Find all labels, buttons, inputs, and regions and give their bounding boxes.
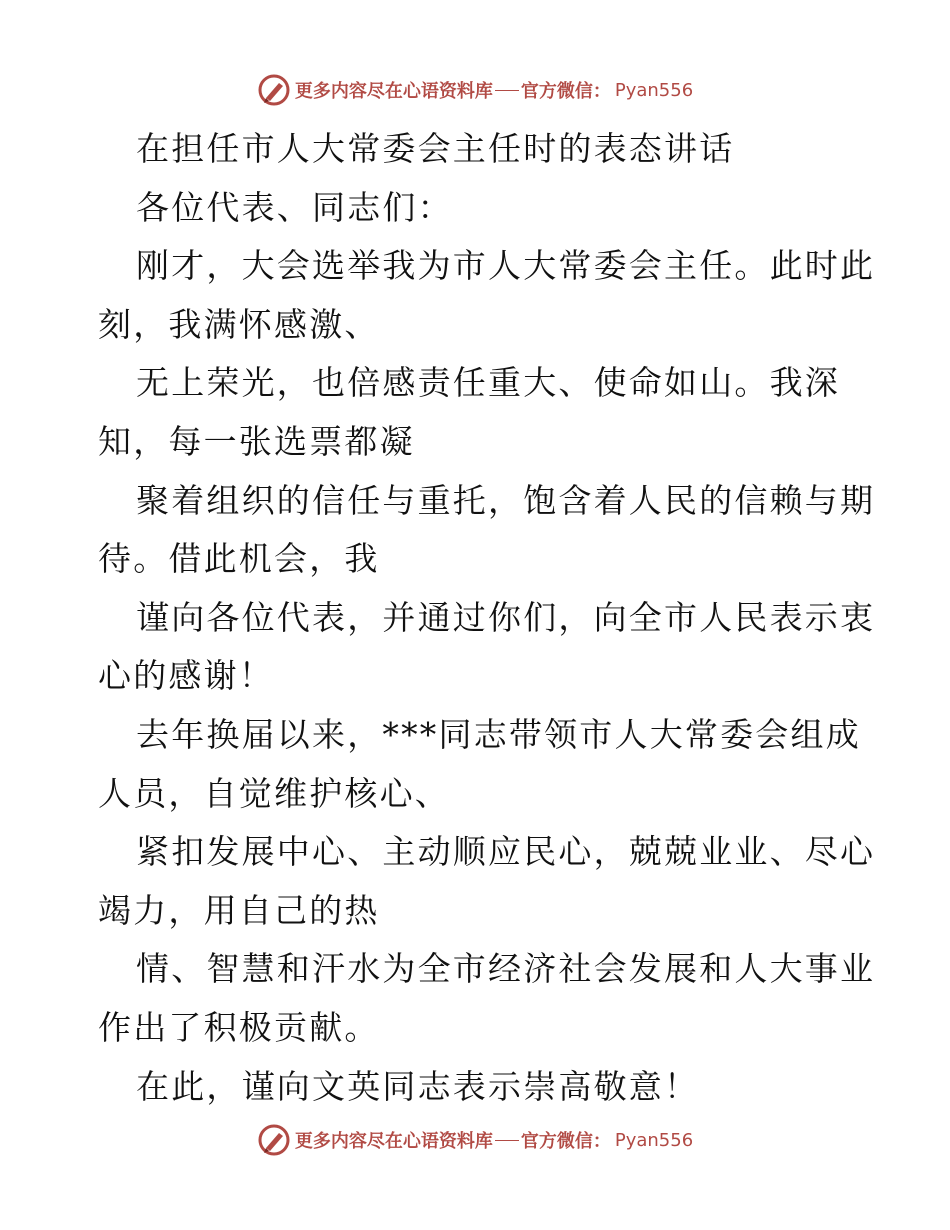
watermark-divider bbox=[495, 1140, 519, 1141]
paragraph-line: 去年换届以来，***同志带领市人大常委会组成 bbox=[136, 714, 861, 754]
pen-logo-icon bbox=[257, 1123, 291, 1157]
paragraph-line: 心的感谢！ bbox=[98, 656, 274, 696]
watermark-id: Pyan556 bbox=[614, 1129, 694, 1151]
footer-watermark bbox=[0, 1120, 950, 1160]
paragraph-line: 竭力，用自己的热 bbox=[98, 890, 380, 930]
watermark-text: 更多内容尽在心语资料库 bbox=[294, 81, 493, 102]
document-body bbox=[98, 120, 876, 1116]
paragraph-line: 情、智慧和汗水为全市经济社会发展和人大事业 bbox=[136, 949, 876, 989]
paragraph-line: 知，每一张选票都凝 bbox=[98, 421, 415, 461]
paragraph-line: 人员，自觉维护核心、 bbox=[98, 773, 450, 813]
paragraph-line: 无上荣光，也倍感责任重大、使命如山。我深 bbox=[136, 363, 840, 403]
paragraph-line: 聚着组织的信任与重托，饱含着人民的信赖与期 bbox=[136, 480, 876, 520]
paragraph-line: 刚才，大会选举我为市人大常委会主任。此时此 bbox=[136, 246, 876, 286]
paragraph-line: 刻，我满怀感激、 bbox=[98, 304, 380, 344]
paragraph-line: 作出了积极贡献。 bbox=[98, 1007, 380, 1047]
watermark-label: 官方微信： bbox=[520, 1131, 611, 1152]
watermark-divider bbox=[495, 90, 519, 91]
pen-logo-icon bbox=[257, 73, 291, 107]
watermark-text: 更多内容尽在心语资料库 bbox=[294, 1131, 493, 1152]
paragraph-line: 在此，谨向文英同志表示崇高敬意！ bbox=[136, 1066, 700, 1106]
salutation: 各位代表、同志们： bbox=[136, 187, 453, 227]
watermark-label: 官方微信： bbox=[520, 81, 611, 102]
header-watermark bbox=[0, 70, 950, 110]
paragraph-line: 谨向各位代表，并通过你们，向全市人民表示衷 bbox=[136, 597, 876, 637]
paragraph-line: 紧扣发展中心、主动顺应民心，兢兢业业、尽心 bbox=[136, 832, 876, 872]
paragraph-line: 待。借此机会，我 bbox=[98, 539, 380, 579]
watermark-id: Pyan556 bbox=[614, 79, 694, 101]
document-title: 在担任市人大常委会主任时的表态讲话 bbox=[136, 129, 735, 168]
